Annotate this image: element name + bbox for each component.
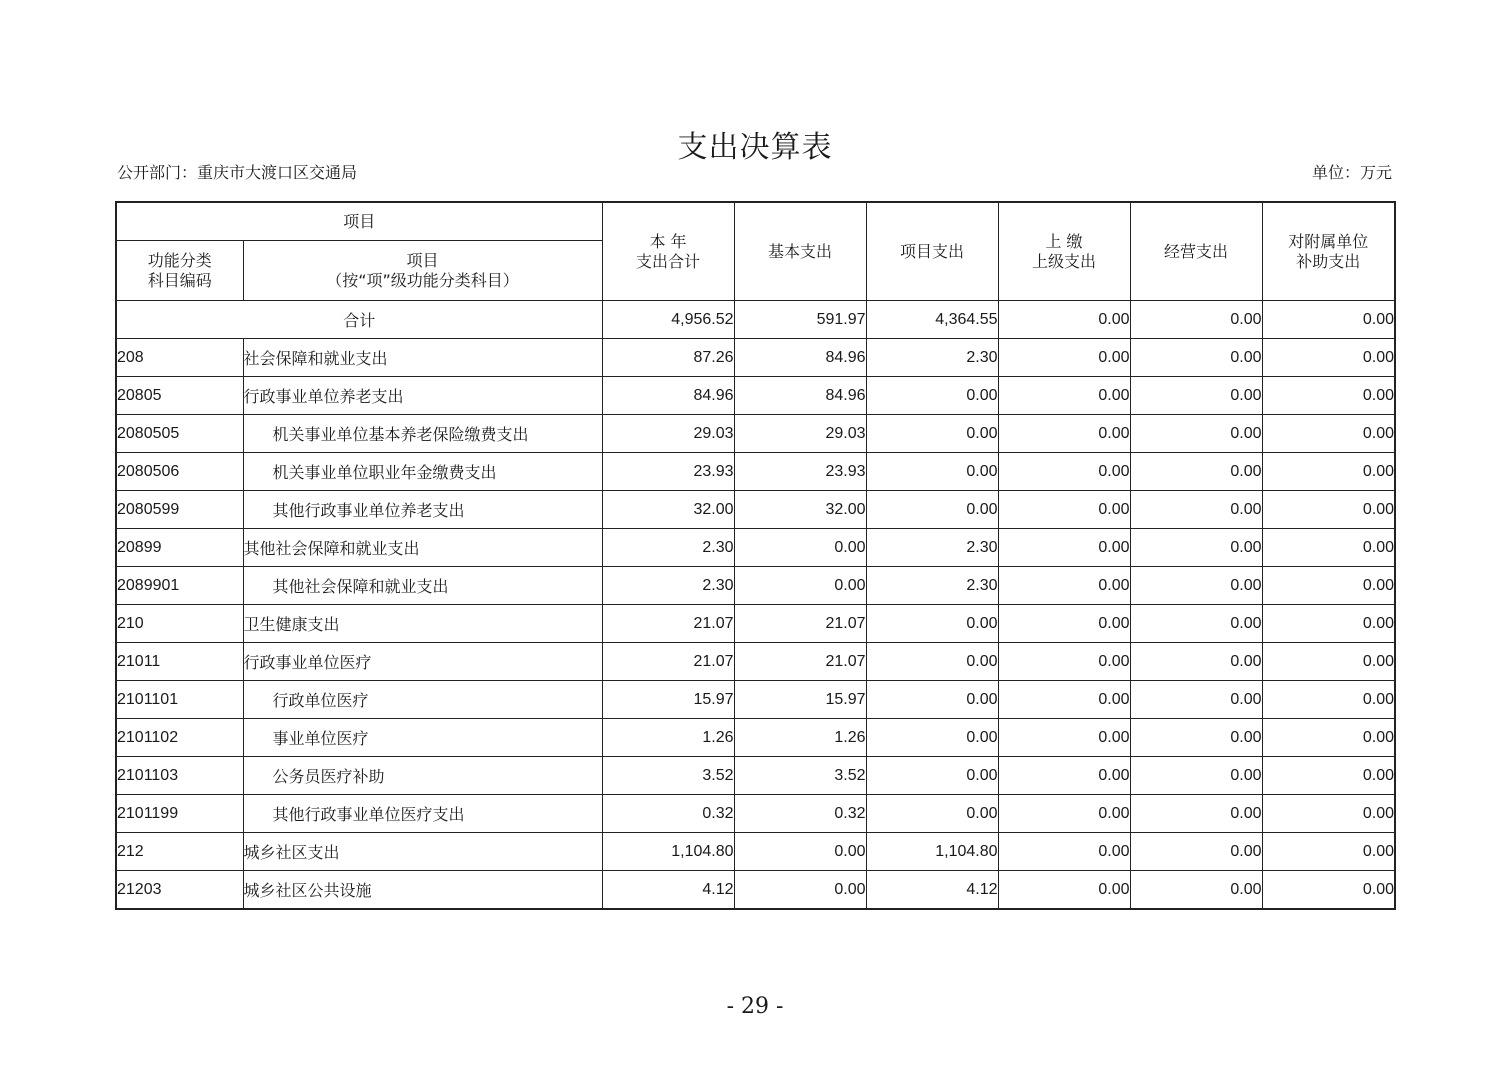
row-value: 0.00	[1262, 491, 1395, 529]
row-value: 2.30	[602, 567, 734, 605]
total-value: 0.00	[1262, 301, 1395, 339]
row-value: 0.00	[1262, 643, 1395, 681]
row-value: 21.07	[734, 605, 866, 643]
row-value: 0.00	[1262, 529, 1395, 567]
row-value: 2.30	[866, 567, 998, 605]
row-value: 0.00	[1130, 871, 1262, 910]
row-value: 0.00	[1262, 605, 1395, 643]
row-name: 社会保障和就业支出	[243, 339, 602, 377]
row-value: 0.00	[998, 377, 1130, 415]
header-project: 项目支出	[866, 202, 998, 301]
header-subsidy	[1262, 202, 1395, 301]
row-value: 0.00	[866, 719, 998, 757]
header-name-line1: 项目	[406, 250, 439, 270]
row-value: 84.96	[734, 377, 866, 415]
row-value: 0.00	[1130, 795, 1262, 833]
row-value: 0.00	[998, 491, 1130, 529]
row-value: 0.00	[998, 567, 1130, 605]
row-value: 21.07	[734, 643, 866, 681]
row-value: 0.00	[998, 643, 1130, 681]
row-value: 23.93	[734, 453, 866, 491]
row-value: 87.26	[602, 339, 734, 377]
row-value: 0.00	[1130, 643, 1262, 681]
row-value: 0.00	[1130, 339, 1262, 377]
row-value: 0.00	[998, 453, 1130, 491]
row-value: 84.96	[602, 377, 734, 415]
row-value: 0.00	[998, 757, 1130, 795]
header-basic: 基本支出	[734, 202, 866, 301]
table-row	[116, 605, 1395, 643]
table-row	[116, 643, 1395, 681]
row-value: 15.97	[602, 681, 734, 719]
row-value: 0.00	[866, 415, 998, 453]
row-value: 2.30	[866, 339, 998, 377]
row-code: 21011	[116, 643, 243, 681]
department-label: 公开部门：重庆市大渡口区交通局	[117, 163, 358, 182]
total-value: 4,364.55	[866, 301, 998, 339]
table-row	[116, 719, 1395, 757]
unit-label: 单位：万元	[1311, 163, 1392, 182]
row-code: 212	[116, 833, 243, 871]
row-name: 卫生健康支出	[243, 605, 602, 643]
table-row	[116, 871, 1395, 910]
table-row	[116, 529, 1395, 567]
row-name: 城乡社区公共设施	[243, 871, 602, 910]
row-code: 20899	[116, 529, 243, 567]
header-total	[602, 202, 734, 301]
header-code-line1: 功能分类	[147, 250, 212, 270]
header-name	[243, 241, 602, 301]
table-row	[116, 491, 1395, 529]
row-value: 29.03	[734, 415, 866, 453]
header-upper-line2: 上级支出	[1032, 251, 1097, 271]
total-value: 591.97	[734, 301, 866, 339]
row-code: 2080505	[116, 415, 243, 453]
row-value: 0.00	[1262, 795, 1395, 833]
row-value: 0.00	[866, 605, 998, 643]
row-code: 2080506	[116, 453, 243, 491]
total-label: 合计	[116, 301, 602, 339]
row-value: 0.00	[1262, 681, 1395, 719]
row-value: 0.00	[1130, 757, 1262, 795]
header-upper	[998, 202, 1130, 301]
page-title: 支出决算表	[677, 130, 833, 165]
row-code: 2101101	[116, 681, 243, 719]
row-value: 0.00	[1262, 377, 1395, 415]
table-row	[116, 453, 1395, 491]
table-row	[116, 833, 1395, 871]
row-value: 0.32	[734, 795, 866, 833]
row-value: 0.00	[1130, 605, 1262, 643]
row-value: 0.00	[1262, 719, 1395, 757]
row-value: 3.52	[602, 757, 734, 795]
row-value: 0.00	[734, 567, 866, 605]
row-value: 0.00	[866, 681, 998, 719]
header-subsidy-line1: 对附属单位	[1288, 231, 1369, 251]
row-value: 1.26	[734, 719, 866, 757]
header-code	[116, 241, 243, 301]
total-value: 4,956.52	[602, 301, 734, 339]
row-value: 1,104.80	[602, 833, 734, 871]
row-value: 0.00	[1262, 757, 1395, 795]
row-code: 21203	[116, 871, 243, 910]
row-code: 2089901	[116, 567, 243, 605]
row-value: 0.00	[866, 795, 998, 833]
row-value: 0.00	[1130, 453, 1262, 491]
row-value: 0.00	[998, 605, 1130, 643]
header-name-line2: （按“项”级功能分类科目）	[326, 270, 519, 290]
row-value: 2.30	[866, 529, 998, 567]
table-row	[116, 339, 1395, 377]
row-value: 0.00	[866, 491, 998, 529]
header-code-line2: 科目编码	[147, 270, 212, 290]
row-value: 0.00	[998, 529, 1130, 567]
header-total-line1: 本 年	[649, 231, 687, 251]
row-name: 其他行政事业单位医疗支出	[243, 795, 602, 833]
table-row	[116, 567, 1395, 605]
row-value: 4.12	[866, 871, 998, 910]
row-value: 21.07	[602, 605, 734, 643]
row-value: 0.00	[1262, 415, 1395, 453]
header-subsidy-line2: 补助支出	[1296, 251, 1361, 271]
row-value: 0.00	[998, 415, 1130, 453]
row-code: 2080599	[116, 491, 243, 529]
row-name: 城乡社区支出	[243, 833, 602, 871]
row-code: 2101199	[116, 795, 243, 833]
row-value: 0.00	[998, 719, 1130, 757]
row-value: 0.00	[1130, 491, 1262, 529]
row-name: 事业单位医疗	[243, 719, 602, 757]
row-name: 行政事业单位医疗	[243, 643, 602, 681]
row-value: 1.26	[602, 719, 734, 757]
row-value: 0.00	[734, 529, 866, 567]
row-value: 0.00	[1130, 567, 1262, 605]
table-row	[116, 415, 1395, 453]
page-number: - 29 -	[726, 994, 784, 1019]
table-row	[116, 377, 1395, 415]
row-value: 32.00	[734, 491, 866, 529]
row-value: 0.00	[998, 339, 1130, 377]
row-value: 0.00	[734, 833, 866, 871]
row-value: 0.00	[1130, 719, 1262, 757]
row-code: 20805	[116, 377, 243, 415]
row-value: 0.00	[1262, 833, 1395, 871]
total-row	[116, 301, 1395, 339]
row-value: 0.32	[602, 795, 734, 833]
row-value: 0.00	[866, 757, 998, 795]
header-business: 经营支出	[1130, 202, 1262, 301]
row-value: 0.00	[866, 377, 998, 415]
row-value: 0.00	[1130, 681, 1262, 719]
row-value: 0.00	[1130, 377, 1262, 415]
row-value: 0.00	[1262, 567, 1395, 605]
row-code: 208	[116, 339, 243, 377]
row-name: 其他社会保障和就业支出	[243, 529, 602, 567]
row-name: 其他社会保障和就业支出	[243, 567, 602, 605]
row-value: 23.93	[602, 453, 734, 491]
row-value: 1,104.80	[866, 833, 998, 871]
row-code: 210	[116, 605, 243, 643]
row-code: 2101103	[116, 757, 243, 795]
row-value: 0.00	[1262, 339, 1395, 377]
row-value: 0.00	[1130, 529, 1262, 567]
row-name: 行政单位医疗	[243, 681, 602, 719]
row-value: 0.00	[1130, 833, 1262, 871]
row-value: 21.07	[602, 643, 734, 681]
table-row	[116, 795, 1395, 833]
table-row	[116, 681, 1395, 719]
row-value: 0.00	[1262, 453, 1395, 491]
row-name: 公务员医疗补助	[243, 757, 602, 795]
header-total-line2: 支出合计	[636, 251, 701, 271]
row-value: 0.00	[998, 795, 1130, 833]
row-value: 0.00	[998, 833, 1130, 871]
row-value: 2.30	[602, 529, 734, 567]
row-value: 29.03	[602, 415, 734, 453]
row-value: 84.96	[734, 339, 866, 377]
header-upper-line1: 上 缴	[1045, 231, 1083, 251]
row-value: 0.00	[866, 453, 998, 491]
row-code: 2101102	[116, 719, 243, 757]
expenditure-table	[115, 201, 1396, 910]
row-value: 0.00	[998, 871, 1130, 910]
row-value: 15.97	[734, 681, 866, 719]
table-row	[116, 757, 1395, 795]
row-value: 4.12	[602, 871, 734, 910]
row-name: 机关事业单位职业年金缴费支出	[243, 453, 602, 491]
row-name: 行政事业单位养老支出	[243, 377, 602, 415]
row-value: 3.52	[734, 757, 866, 795]
total-value: 0.00	[998, 301, 1130, 339]
row-value: 0.00	[998, 681, 1130, 719]
header-project-group: 项目	[116, 202, 602, 241]
row-name: 其他行政事业单位养老支出	[243, 491, 602, 529]
row-value: 32.00	[602, 491, 734, 529]
row-name: 机关事业单位基本养老保险缴费支出	[243, 415, 602, 453]
row-value: 0.00	[1130, 415, 1262, 453]
row-value: 0.00	[866, 643, 998, 681]
row-value: 0.00	[734, 871, 866, 910]
row-value: 0.00	[1262, 871, 1395, 910]
total-value: 0.00	[1130, 301, 1262, 339]
